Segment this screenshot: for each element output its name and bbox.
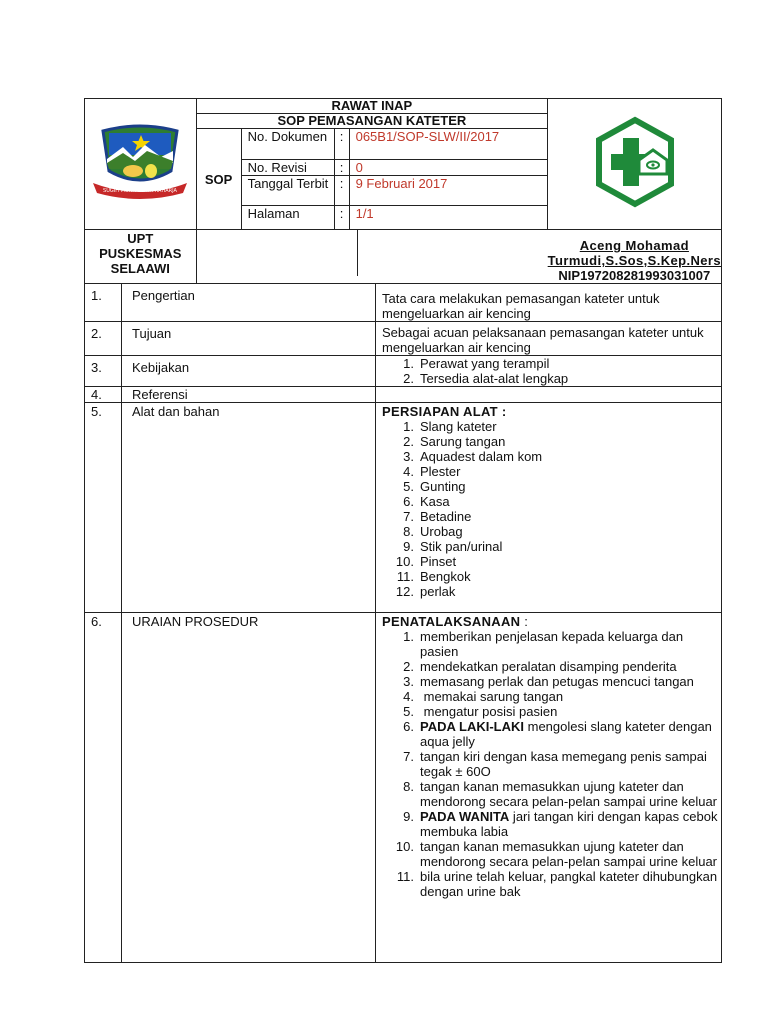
item-number: 1. <box>403 629 414 644</box>
list-item <box>388 629 721 659</box>
equipment-heading: PERSIAPAN ALAT : <box>382 404 507 419</box>
field-value-revision: 0 <box>349 159 547 175</box>
field-label-revision: No. Revisi <box>241 159 334 175</box>
item-text: Aquadest dalam kom <box>420 449 543 464</box>
item-text: Pinset <box>420 554 457 569</box>
item-number: 6. <box>403 719 414 734</box>
unit-line1: UPT <box>127 231 154 246</box>
list-item <box>388 356 721 371</box>
list-item <box>388 449 721 464</box>
field-label-doc-number: No. Dokumen <box>241 129 334 159</box>
item-text: jari tangan kiri dengan kapas cebok membuka labia <box>420 809 718 839</box>
item-number: 7. <box>403 509 414 524</box>
row-content-kebijakan <box>376 356 722 387</box>
item-text: Plester <box>420 464 461 479</box>
item-text: Urobag <box>420 524 463 539</box>
item-text: Kasa <box>420 494 450 509</box>
list-item <box>388 371 721 386</box>
signatory-cell <box>548 230 722 284</box>
list-item <box>388 749 721 779</box>
item-text: Bengkok <box>420 569 471 584</box>
puskesmas-logo-cell <box>548 99 722 230</box>
item-text: Stik pan/urinal <box>420 539 503 554</box>
list-item <box>388 479 721 494</box>
procedure-heading-line <box>382 614 721 629</box>
item-number: 11. <box>396 869 414 884</box>
item-text: Sarung tangan <box>420 434 506 449</box>
item-text: mendekatkan peralatan disamping penderita <box>420 659 677 674</box>
item-text: Slang kateter <box>420 419 497 434</box>
blank-cell <box>196 230 548 284</box>
unit-line3: SELAAWI <box>110 261 170 276</box>
item-number: 8. <box>403 524 414 539</box>
unit-line2: PUSKESMAS <box>99 246 182 261</box>
row-label-alat-bahan: Alat dan bahan <box>122 403 376 613</box>
field-sep: : <box>334 175 349 205</box>
item-number: 10. <box>395 839 414 854</box>
item-number: 3. <box>403 449 414 464</box>
item-number: 9. <box>403 539 414 554</box>
item-emphasis: PADA LAKI-LAKI <box>420 719 524 734</box>
row-label-tujuan: Tujuan <box>122 322 376 356</box>
item-text: perlak <box>420 584 456 599</box>
item-text: mengatur posisi pasien <box>420 704 558 719</box>
list-item <box>388 659 721 674</box>
item-number: 1. <box>403 419 414 434</box>
list-item <box>388 539 721 554</box>
list-item <box>388 524 721 539</box>
puskesmas-logo-icon <box>589 116 681 208</box>
department-title: RAWAT INAP <box>197 99 548 114</box>
procedure-heading-suffix: : <box>520 614 529 629</box>
field-value-page: 1/1 <box>349 205 547 229</box>
row-content-uraian-prosedur <box>376 613 722 963</box>
list-item <box>388 674 721 689</box>
item-text: memberikan penjelasan kepada keluarga dan pasien <box>420 629 684 659</box>
field-value-issue-date: 9 Februari 2017 <box>349 175 547 205</box>
list-item <box>388 494 721 509</box>
item-emphasis: PADA WANITA <box>420 809 510 824</box>
signatory-name: Aceng Mohamad Turmudi,S.Sos,S.Kep.Ners <box>547 238 722 268</box>
item-number: 8. <box>403 779 414 794</box>
list-item <box>388 434 721 449</box>
item-text: Betadine <box>420 509 472 524</box>
list-item <box>388 569 721 584</box>
list-item <box>388 809 721 839</box>
item-number: 4. <box>403 464 414 479</box>
field-value-doc-number: 065B1/SOP-SLW/II/2017 <box>349 129 547 159</box>
equipment-list <box>382 419 721 599</box>
sop-fields-table <box>197 129 548 229</box>
row-text-pengertian: Tata cara melakukan pemasangan kateter untuk mengeluarkan air kencing <box>376 284 722 322</box>
item-text: Perawat yang terampil <box>420 356 550 371</box>
list-item <box>388 584 721 599</box>
row-label-referensi: Referensi <box>122 387 376 403</box>
list-item <box>388 704 721 719</box>
item-text: tangan kanan memasukkan ujung kateter dan mendorong secara pelan-pelan sampai urine keluar <box>420 779 718 809</box>
unit-name-cell <box>85 230 197 284</box>
item-text-wrap <box>420 809 721 839</box>
procedure-heading: PENATALAKSANAAN <box>382 614 521 629</box>
regency-emblem-icon <box>91 123 189 201</box>
sop-document <box>84 98 722 963</box>
row-label-kebijakan: Kebijakan <box>122 356 376 387</box>
item-text: mengolesi slang kateter dengan aqua jelly <box>420 719 712 749</box>
item-text: Tersedia alat-alat lengkap <box>420 371 569 386</box>
item-number: 10. <box>395 554 414 569</box>
policy-list <box>376 356 721 386</box>
item-text: tangan kiri dengan kasa memegang penis sampai tegak ± 60O <box>420 749 707 779</box>
item-text: tangan kanan memasukkan ujung kateter dan mendorong secara pelan-pelan sampai urine keluar <box>420 839 718 869</box>
item-number: 4. <box>403 689 414 704</box>
item-number: 11. <box>396 569 414 584</box>
list-item <box>388 779 721 809</box>
item-number: 9. <box>403 809 414 824</box>
list-item <box>388 554 721 569</box>
list-item <box>388 869 721 899</box>
item-number: 2. <box>403 434 414 449</box>
procedure-list <box>382 629 721 899</box>
field-sep: : <box>334 205 349 229</box>
field-sep: : <box>334 129 349 159</box>
sop-body-table <box>84 283 722 963</box>
list-item <box>388 689 721 704</box>
item-number: 3. <box>403 674 414 689</box>
item-number: 5. <box>403 479 414 494</box>
row-number: 1. <box>85 284 122 322</box>
list-item <box>388 509 721 524</box>
sop-title: SOP PEMASANGAN KATETER <box>197 114 548 129</box>
sop-label: SOP <box>197 129 242 229</box>
row-number: 4. <box>85 387 122 403</box>
row-number: 2. <box>85 322 122 356</box>
list-item <box>388 419 721 434</box>
row-content-referensi <box>376 387 722 403</box>
field-label-issue-date: Tanggal Terbit <box>241 175 334 205</box>
row-label-uraian-prosedur: URAIAN PROSEDUR <box>122 613 376 963</box>
list-item <box>388 839 721 869</box>
regency-logo-cell <box>85 99 197 230</box>
row-number: 3. <box>85 356 122 387</box>
item-number: 2. <box>403 371 414 386</box>
item-number: 7. <box>403 749 414 764</box>
item-number: 5. <box>403 704 414 719</box>
header-center-cell <box>196 99 548 230</box>
item-text: memakai sarung tangan <box>420 689 564 704</box>
item-text: Gunting <box>420 479 466 494</box>
row-number: 5. <box>85 403 122 613</box>
item-number: 2. <box>403 659 414 674</box>
item-text: memasang perlak dan petugas mencuci tangan <box>420 674 694 689</box>
signatory-nip: NIP197208281993031007 <box>558 268 711 283</box>
row-text-tujuan: Sebagai acuan pelaksanaan pemasangan kateter untuk mengeluarkan air kencing <box>376 322 722 356</box>
sop-header-table <box>84 98 722 284</box>
item-text-wrap <box>420 719 721 749</box>
item-number: 6. <box>403 494 414 509</box>
list-item <box>388 719 721 749</box>
svg-text:SUGIH MUKTI KERTA RAHARJA: SUGIH MUKTI KERTA RAHARJA <box>103 187 178 194</box>
field-label-page: Halaman <box>241 205 334 229</box>
row-content-alat-bahan <box>376 403 722 613</box>
row-label-pengertian: Pengertian <box>122 284 376 322</box>
list-item <box>388 464 721 479</box>
field-sep: : <box>334 159 349 175</box>
item-number: 1. <box>403 356 414 371</box>
item-text: bila urine telah keluar, pangkal kateter dihubungkan dengan urine bak <box>420 869 718 899</box>
item-number: 12. <box>395 584 414 599</box>
row-number: 6. <box>85 613 122 963</box>
